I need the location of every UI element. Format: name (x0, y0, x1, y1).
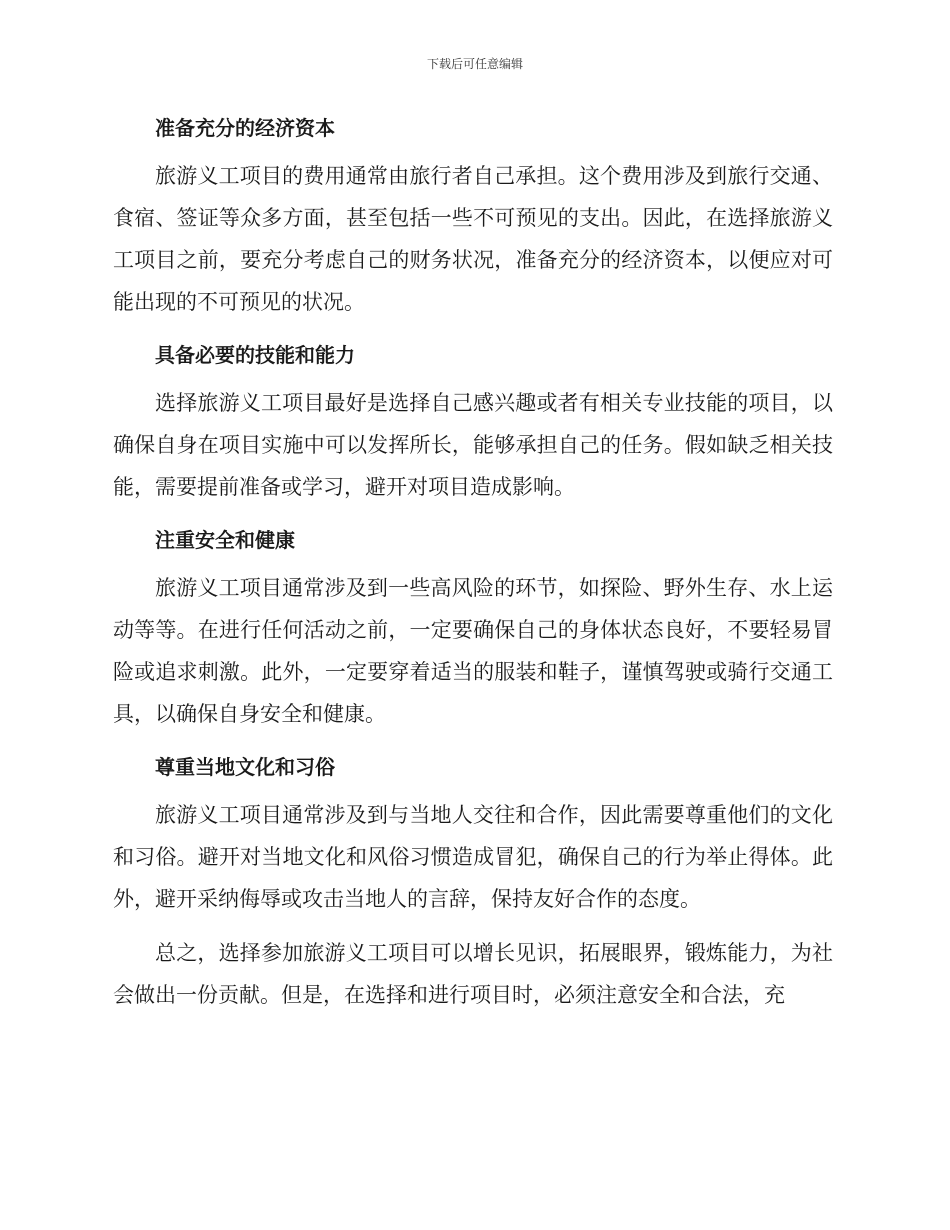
section-heading-safety: 注重安全和健康 (155, 528, 295, 552)
page-header: 下载后可任意编辑 (426, 57, 523, 71)
section-heading-finance: 准备充分的经济资本 (155, 116, 335, 140)
conclusion-paragraph: 总之，选择参加旅游义工项目可以增长见识，拓展眼界，锻炼能力，为社会做出一份贡献。但是，在选择和进行项目时，必须注意安全和合法，充 (113, 941, 833, 1007)
section-heading-culture: 尊重当地文化和习俗 (155, 755, 335, 779)
section-paragraph-finance: 旅游义工项目的费用通常由旅行者自己承担。这个费用涉及到旅行交通、食宿、签证等众多方面，甚至包括一些不可预见的支出。因此，在选择旅游义工项目之前，要充分考虑自己的财务状况，准备充分的经济资本，以便应对可能出现的不可预见的状况。 (113, 164, 833, 314)
section-heading-skills: 具备必要的技能和能力 (155, 343, 355, 367)
section-paragraph-safety: 旅游义工项目通常涉及到一些高风险的环节，如探险、野外生存、水上运动等等。在进行任何活动之前，一定要确保自己的身体状态良好，不要轻易冒险或追求刺激。此外，一定要穿着适当的服装和鞋子，谨慎驾驶或骑行交通工具，以确保自身安全和健康。 (113, 576, 833, 726)
document-body (113, 108, 833, 1028)
section-paragraph-skills: 选择旅游义工项目最好是选择自己感兴趣或者有相关专业技能的项目，以确保自身在项目实施中可以发挥所长，能够承担自己的任务。假如缺乏相关技能，需要提前准备或学习，避开对项目造成影响。 (113, 391, 833, 499)
section-paragraph-culture: 旅游义工项目通常涉及到与当地人交往和合作，因此需要尊重他们的文化和习俗。避开对当地文化和风俗习惯造成冒犯，确保自己的行为举止得体。此外，避开采纳侮辱或攻击当地人的言辞，保持友好合作的态度。 (113, 803, 833, 911)
